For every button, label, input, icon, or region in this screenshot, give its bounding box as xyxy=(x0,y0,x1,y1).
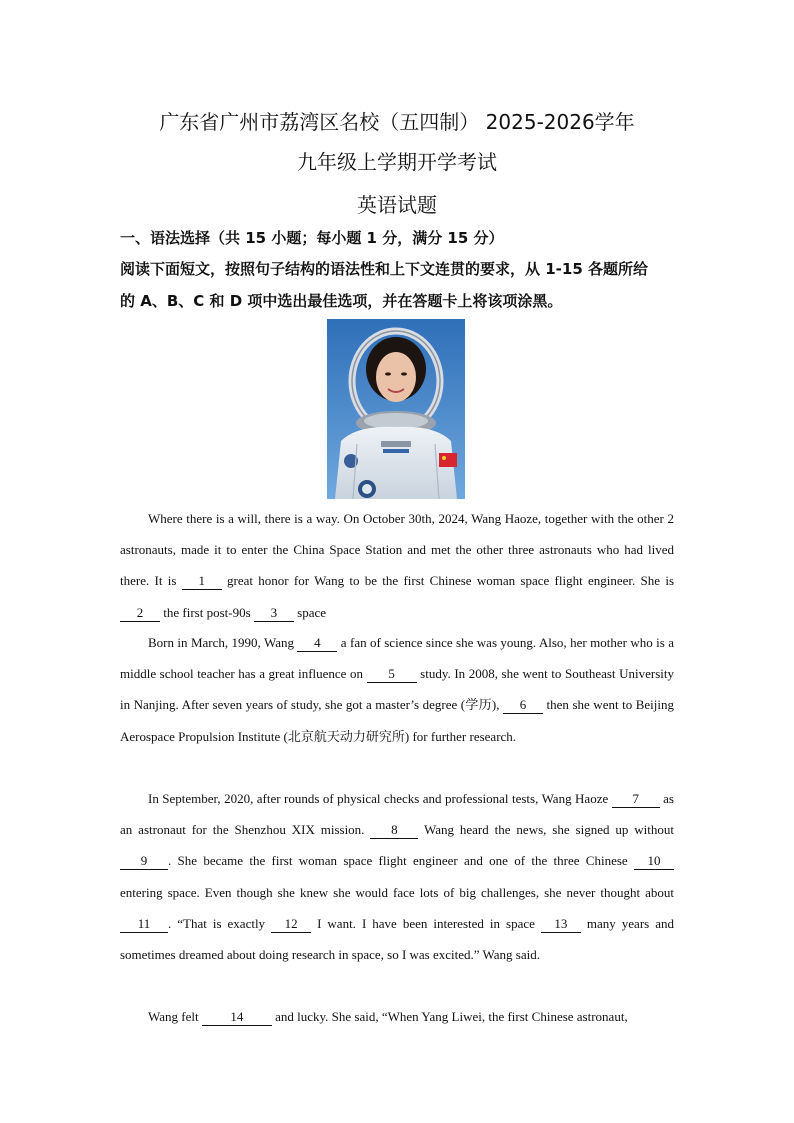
answer-blank-14: 14 xyxy=(202,1009,272,1026)
passage-text: as an astronaut for the Shenzhou XIX mission. xyxy=(120,791,674,838)
passage-text: great honor for Wang to be the first Chinese woman space flight engineer. She is xyxy=(221,573,675,589)
exam-subtitle: 九年级上学期开学考试 xyxy=(297,150,497,174)
passage-paragraph-4 xyxy=(120,1001,674,1032)
passage-text: entering space. Even though she knew she would face lots of big challenges, she never thought about xyxy=(120,884,674,900)
passage-text: Born in March, 1990, Wang xyxy=(148,635,298,650)
astronaut-illustration xyxy=(327,319,465,499)
passage-paragraph-2 xyxy=(120,627,674,752)
section-heading: 一、语法选择（共 15 小题；每小题 1 分，满分 15 分） xyxy=(120,229,504,247)
passage-text: and lucky. She said, “When Yang Liwei, the first Chinese astronaut, xyxy=(271,1009,628,1024)
passage-text: Where there is a will, there is a way. On October 30th, 2024, Wang Haoze, together with the other 2 astronauts, made it to enter the China Space Station and met the other three astronauts who had lived there. It is xyxy=(120,511,674,589)
passage-paragraph-3 xyxy=(120,783,674,970)
passage-text: many years and sometimes dreamed about doing research in space, so I was excited.” Wang said. xyxy=(120,915,674,963)
passage-text: the first post-90s xyxy=(160,604,254,620)
answer-blank-8: 8 xyxy=(370,822,418,839)
passage-text: . She became the first woman space flight engineer and one of the three Chinese xyxy=(168,853,634,869)
exam-title: 广东省广州市荔湾区名校（五四制） 2025-2026学年 xyxy=(159,110,635,134)
answer-blank-9: 9 xyxy=(120,853,168,870)
answer-blank-2: 2 xyxy=(120,605,160,622)
passage-text: a fan of science since she was young. Also, her mother who is a middle school teacher has a great influence on xyxy=(120,635,674,682)
passage-paragraph-1 xyxy=(120,503,674,628)
answer-blank-13: 13 xyxy=(541,916,581,933)
instruction-line-2: 的 A、B、C 和 D 项中选出最佳选项，并在答题卡上将该项涂黑。 xyxy=(120,292,563,310)
answer-blank-12: 12 xyxy=(271,916,311,933)
passage-text: then she went to Beijing Aerospace Propulsion Institute (北京航天动力研究所) for further research. xyxy=(120,697,675,744)
passage-text: space xyxy=(293,604,327,620)
answer-blank-5: 5 xyxy=(367,666,417,683)
instruction-line-1: 阅读下面短文，按照句子结构的语法性和上下文连贯的要求，从 1-15 各题所给 xyxy=(120,260,648,278)
answer-blank-1: 1 xyxy=(182,573,222,590)
passage-text: In September, 2020, after rounds of physical checks and professional tests, Wang Haoze xyxy=(148,791,612,806)
passage-text: . “That is exactly xyxy=(168,915,272,931)
passage-text: Wang heard the news, she signed up without xyxy=(418,822,674,838)
answer-blank-10: 10 xyxy=(634,853,674,870)
answer-blank-11: 11 xyxy=(120,916,168,933)
answer-blank-4: 4 xyxy=(297,635,337,652)
answer-blank-6: 6 xyxy=(503,697,543,714)
passage-text: I want. I have been interested in space xyxy=(311,915,541,931)
subject-title: 英语试题 xyxy=(357,193,437,217)
astronaut-photo xyxy=(327,319,465,499)
passage-text: Wang felt xyxy=(148,1009,202,1024)
answer-blank-7: 7 xyxy=(612,791,660,808)
answer-blank-3: 3 xyxy=(254,605,294,622)
passage-text: study. In 2008, she went to Southeast University in Nanjing. After seven years of study, she got a master’s degree (学历), xyxy=(120,666,674,713)
